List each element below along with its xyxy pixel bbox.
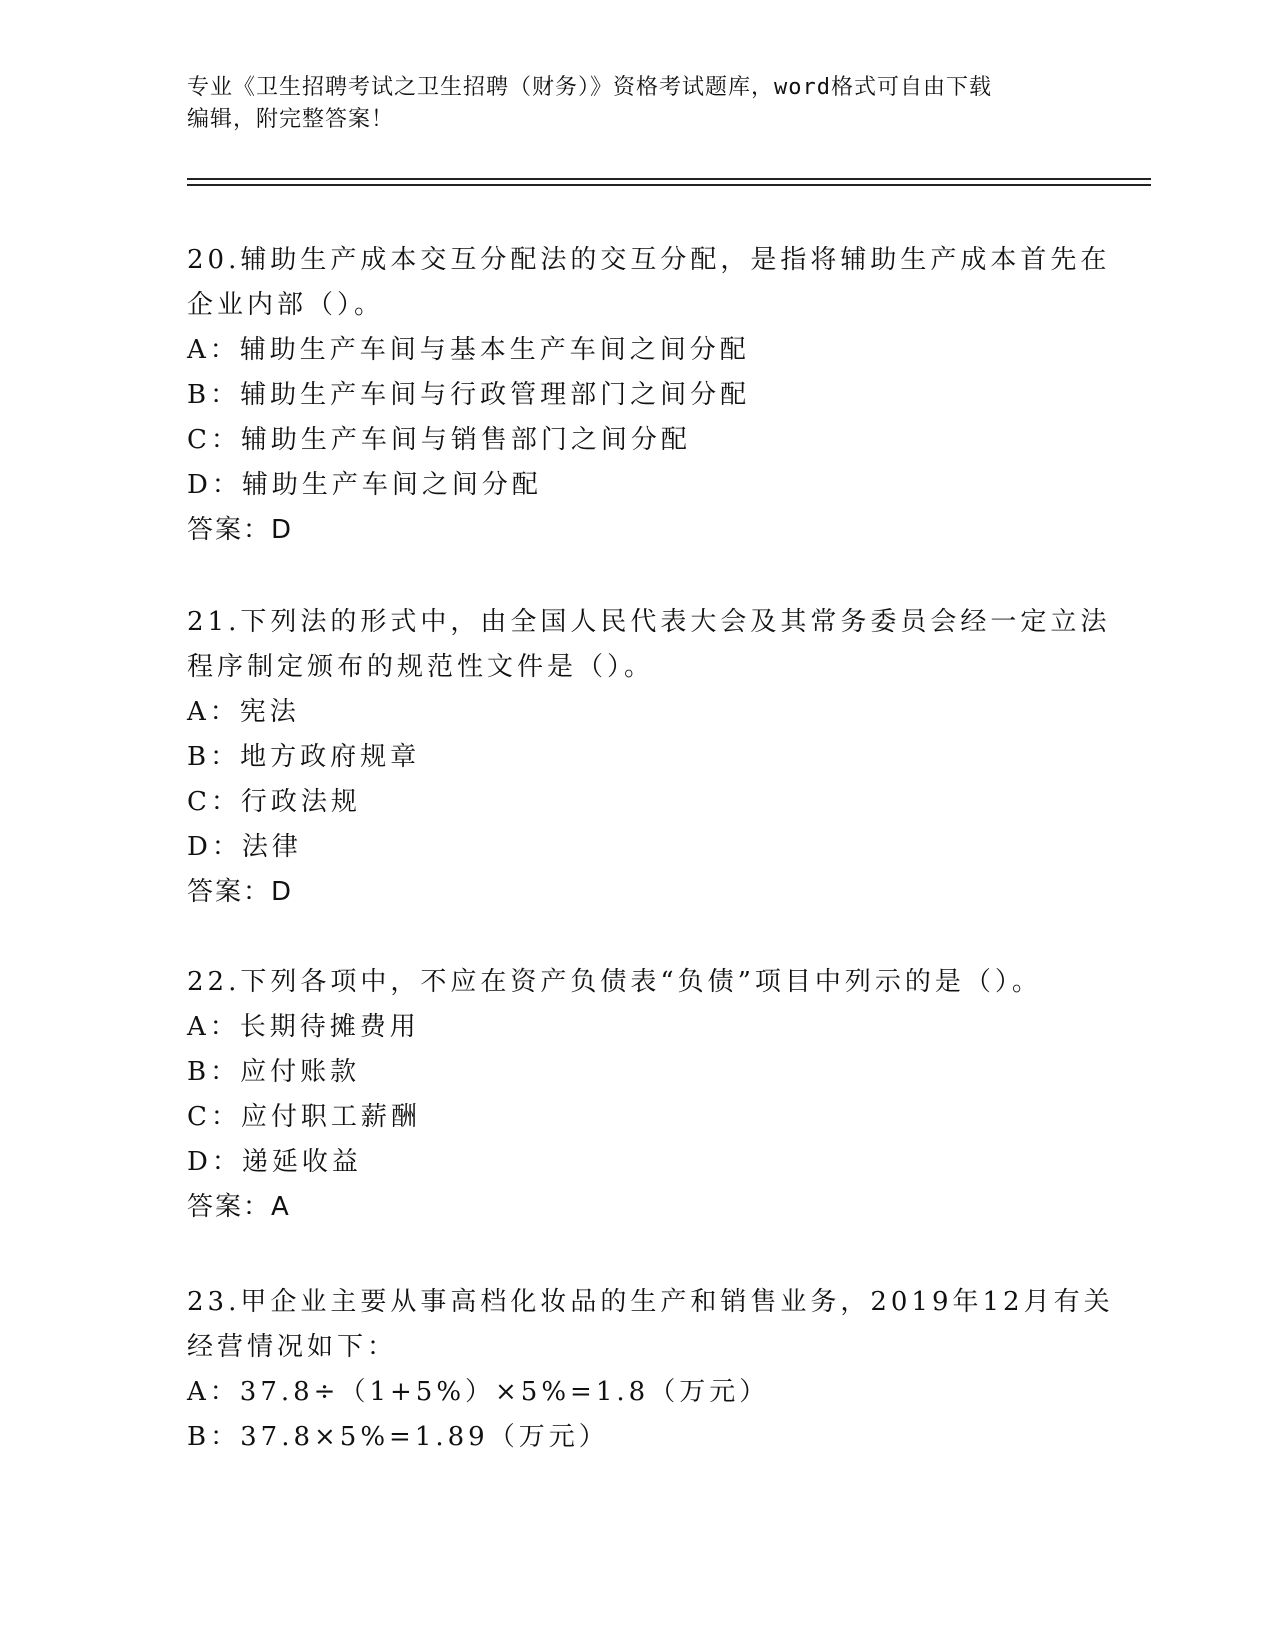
question-stem-line-1: 22.下列各项中，不应在资产负债表“负债”项目中列示的是（）。	[187, 967, 1042, 997]
header-rule-top	[187, 178, 1151, 180]
option-b: B：地方政府规章	[187, 742, 421, 772]
header-line-2: 编辑，附完整答案！	[187, 107, 395, 132]
answer: 答案：D	[187, 877, 294, 907]
question-stem-line-1: 20.辅助生产成本交互分配法的交互分配，是指将辅助生产成本首先在	[187, 245, 1111, 275]
option-c: C：应付职工薪酬	[187, 1102, 421, 1132]
question-stem-line-1: 21.下列法的形式中，由全国人民代表大会及其常务委员会经一定立法	[187, 607, 1111, 637]
option-a: A：长期待摊费用	[187, 1012, 420, 1042]
option-c: C：行政法规	[187, 787, 361, 817]
option-b: B：应付账款	[187, 1057, 361, 1087]
option-a: A：辅助生产车间与基本生产车间之间分配	[187, 335, 750, 365]
option-d: D：递延收益	[187, 1147, 362, 1177]
document-header	[187, 72, 1087, 136]
option-d: D：法律	[187, 832, 302, 862]
question-22	[187, 960, 1097, 1230]
answer: 答案：A	[187, 1192, 291, 1222]
question-23	[187, 1280, 1114, 1460]
option-c: C：辅助生产车间与销售部门之间分配	[187, 425, 691, 455]
question-20	[187, 238, 1111, 553]
option-d: D：辅助生产车间之间分配	[187, 470, 542, 500]
option-b: B：37.8×5%=1.89（万元）	[187, 1422, 609, 1452]
option-a: A：37.8÷（1+5%）×5%=1.8（万元）	[187, 1377, 770, 1407]
option-a: A：宪法	[187, 697, 300, 727]
header-line-1: 专业《卫生招聘考试之卫生招聘（财务）》资格考试题库，word格式可自由下载	[187, 75, 992, 100]
option-b: B：辅助生产车间与行政管理部门之间分配	[187, 380, 751, 410]
header-rule-bottom	[187, 184, 1151, 186]
question-21	[187, 600, 1111, 915]
question-stem-line-1: 23.甲企业主要从事高档化妆品的生产和销售业务，2019年12月有关	[187, 1287, 1114, 1317]
question-stem-line-2: 企业内部（）。	[187, 290, 385, 320]
answer: 答案：D	[187, 515, 294, 545]
question-stem-line-2: 程序制定颁布的规范性文件是（）。	[187, 652, 655, 682]
question-stem-line-2: 经营情况如下：	[187, 1332, 398, 1362]
